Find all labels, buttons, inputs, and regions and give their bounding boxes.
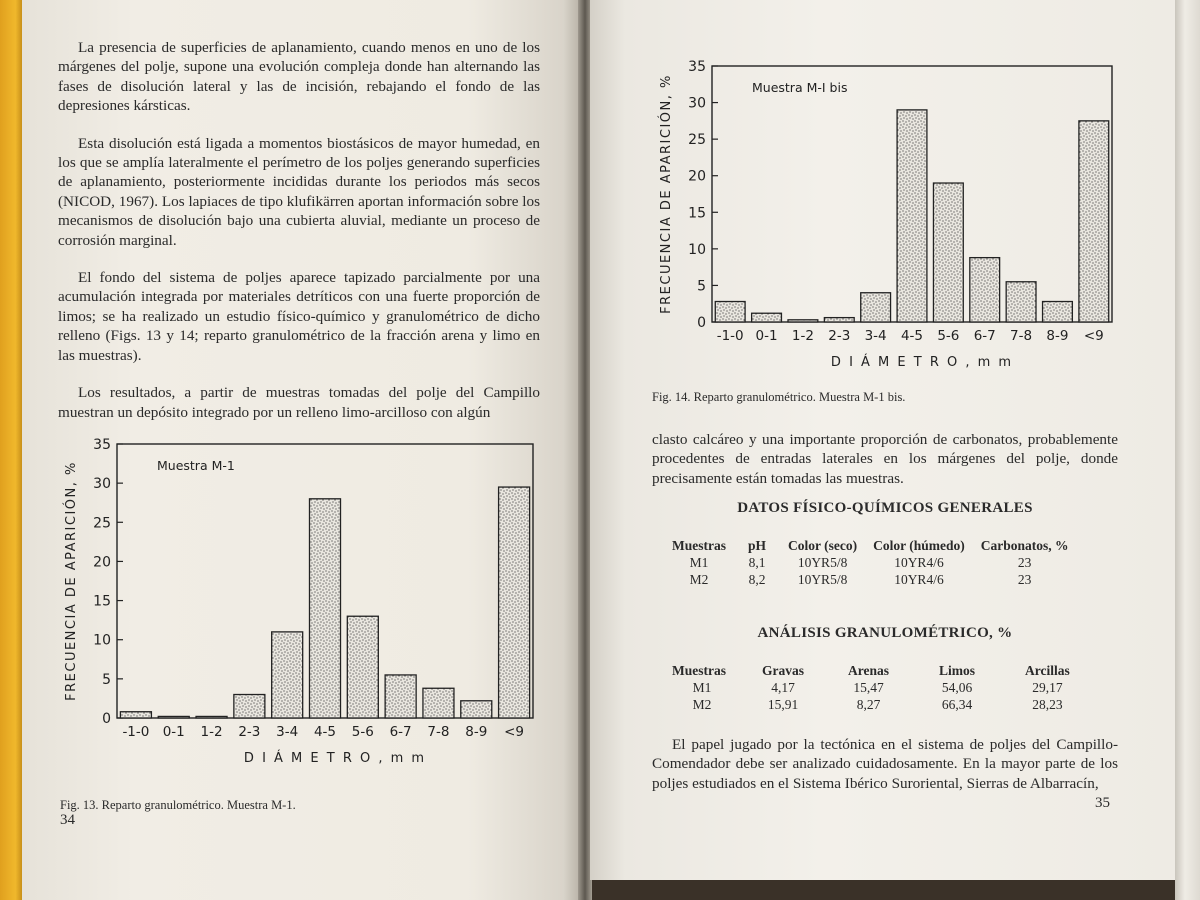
y-tick-label: 15: [688, 205, 706, 222]
bar: [385, 675, 416, 718]
table1-header: Color (húmedo): [873, 538, 965, 553]
x-tick-label: 5-6: [937, 328, 960, 344]
table-cell: 23: [1017, 572, 1032, 587]
table-row: [664, 571, 1077, 588]
bar: [715, 302, 745, 322]
table-cell: 28,23: [1032, 697, 1063, 712]
y-tick-label: 5: [102, 671, 111, 688]
bar: [970, 258, 1000, 322]
x-tick-label: 2-3: [828, 328, 851, 344]
y-tick-label: 35: [688, 59, 706, 75]
x-tick-label: 8-9: [465, 724, 488, 740]
chart-fig13: [55, 432, 545, 777]
x-tick-label: -1-0: [716, 328, 744, 344]
table2-header: Arenas: [848, 663, 890, 678]
table-cell: 10YR4/6: [894, 555, 944, 570]
table-cell: 15,47: [853, 680, 884, 695]
right-text-bottom: [652, 735, 1118, 793]
table2-header: Muestras: [672, 663, 726, 678]
bar: [824, 318, 854, 322]
y-tick-label: 0: [102, 711, 111, 727]
table-cell: 8,1: [748, 555, 766, 570]
bar: [752, 313, 782, 322]
bar: [461, 701, 492, 718]
bar: [196, 716, 227, 718]
bar: [1043, 302, 1073, 322]
y-axis-label: FRECUENCIA DE APARICIÓN, %: [659, 74, 674, 314]
table-row: [664, 554, 1077, 571]
right-paragraph-top: clasto calcáreo y una importante proporción de carbonatos, probablemente procedentes de entradas laterales en los márgenes del polje, donde precisamente están tomadas las muestras.: [652, 431, 1118, 487]
bar: [158, 716, 189, 718]
table2-header: Gravas: [762, 663, 804, 678]
table2-header-row: [664, 663, 1092, 679]
bar: [1006, 282, 1036, 322]
table1-title: DATOS FÍSICO-QUÍMICOS GENERALES: [737, 500, 1033, 516]
table-cell: 10YR5/8: [797, 572, 848, 587]
table1-header: Muestras: [672, 538, 726, 553]
left-text-block: [58, 38, 540, 422]
table-cell: 66,34: [941, 697, 973, 712]
bar: [423, 688, 454, 718]
bar: [788, 320, 818, 322]
book-edge-right: [1175, 0, 1200, 900]
x-axis-label: D I Á M E T R O , m m: [243, 751, 427, 766]
table-row: [664, 696, 1092, 713]
x-tick-label: <9: [504, 724, 525, 740]
y-tick-label: 25: [688, 132, 706, 149]
y-tick-label: 10: [688, 241, 706, 258]
physchem-table: [664, 538, 1077, 588]
x-tick-label: -1-0: [122, 724, 150, 740]
chart-fig14-svg: [650, 48, 1125, 373]
x-tick-label: 7-8: [427, 724, 450, 740]
fig13-caption: Fig. 13. Reparto granulométrico. Muestra M-1.: [60, 798, 296, 812]
y-tick-label: 10: [93, 632, 111, 649]
table2-title: ANÁLISIS GRANULOMÉTRICO, %: [757, 625, 1013, 641]
y-tick-label: 20: [93, 554, 111, 571]
left-paragraph-2: Esta disolución está ligada a momentos biostásicos de mayor humedad, en los que se amplía lateralmente el perímetro de los poljes generando superficies de aplanamiento, posteriormente incididas durante los periodos más secos (NICOD, 1967). Los lapiaces de tipo klufikärren aportan información sobre los mecanismos de disolución bajo una cubierta aluvial, mediante un proceso de corrosión marginal.: [58, 134, 540, 249]
table-cell: 4,17: [771, 680, 795, 695]
x-tick-label: 0-1: [755, 328, 778, 344]
table-cell: 54,06: [941, 680, 973, 695]
x-tick-label: <9: [1083, 328, 1104, 344]
x-tick-label: 5-6: [351, 724, 374, 740]
chart-fig13-svg: [55, 432, 545, 777]
right-text-top: [652, 430, 1118, 488]
bar: [933, 183, 963, 322]
table1-header: Color (seco): [788, 538, 858, 553]
bar: [897, 110, 927, 322]
bar: [861, 293, 891, 322]
x-tick-label: 7-8: [1010, 328, 1033, 344]
table-cell: M1: [689, 555, 709, 570]
x-tick-label: 1-2: [200, 724, 223, 740]
bar: [272, 632, 303, 718]
chart-title: Muestra M-I bis: [752, 80, 848, 95]
table-cell: 10YR4/6: [894, 572, 944, 587]
table-cell: M2: [692, 697, 712, 712]
y-tick-label: 0: [697, 315, 706, 331]
table-cell: M1: [692, 680, 712, 695]
granulometry-table: [664, 663, 1092, 713]
table2-header: Limos: [939, 663, 976, 678]
x-tick-label: 8-9: [1046, 328, 1069, 344]
x-tick-label: 0-1: [162, 724, 185, 740]
x-tick-label: 3-4: [276, 724, 299, 740]
bar: [1079, 121, 1109, 322]
right-paragraph-bottom: El papel jugado por la tectónica en el sistema de poljes del Campillo-Comendador debe ser analizado cuidadosamente. En la mayor parte de los poljes estudiados en el Sistema Ibérico Suroriental, Sierras de Albarracín,: [652, 736, 1118, 792]
table-cell: 23: [1017, 555, 1032, 570]
table-row: [664, 679, 1092, 696]
book-edge-left: [0, 0, 22, 900]
x-tick-label: 6-7: [973, 328, 996, 344]
table1-header: pH: [748, 538, 767, 553]
table-cell: 10YR5/8: [797, 555, 848, 570]
table-cell: 8,2: [748, 572, 766, 587]
y-tick-label: 5: [697, 278, 706, 295]
y-tick-label: 25: [93, 515, 111, 532]
left-paragraph-4: Los resultados, a partir de muestras tomadas del polje del Campillo muestran un depósito integrado por un relleno limo-arcilloso con algún: [58, 384, 540, 421]
y-tick-label: 30: [688, 95, 706, 112]
y-tick-label: 35: [93, 437, 111, 453]
x-tick-label: 2-3: [238, 724, 261, 740]
table2-header: Arcillas: [1025, 663, 1070, 678]
y-tick-label: 30: [93, 476, 111, 493]
y-tick-label: 20: [688, 168, 706, 185]
x-tick-label: 4-5: [900, 328, 924, 344]
table-cell: 8,27: [856, 697, 881, 712]
table-cell: 15,91: [767, 697, 799, 712]
bar: [347, 616, 378, 718]
bar: [120, 712, 151, 718]
y-axis-label: FRECUENCIA DE APARICIÓN, %: [64, 461, 79, 701]
bar: [309, 499, 340, 718]
left-paragraph-1: La presencia de superficies de aplanamiento, cuando menos en uno de los márgenes del polje, supone una evolución compleja donde han alternando las fases de disolución lateral y las de incisión, rebajando el fondo de las depresiones kársticas.: [58, 39, 540, 115]
table-cell: 29,17: [1032, 680, 1063, 695]
chart-fig14: [650, 48, 1125, 373]
table1-header-row: [664, 538, 1077, 554]
chart-title: Muestra M-1: [157, 458, 235, 473]
y-tick-label: 15: [93, 593, 111, 610]
right-page-number: 35: [1095, 795, 1110, 811]
x-axis-label: D I Á M E T R O , m m: [830, 355, 1014, 370]
x-tick-label: 1-2: [791, 328, 814, 344]
bar: [499, 487, 530, 718]
left-paragraph-3: El fondo del sistema de poljes aparece tapizado parcialmente por una acumulación integrada por materiales detríticos con una fuerte proporción de limos; se ha realizado un estudio físico-químico y granulométrico de dicho relleno (Figs. 13 y 14; reparto granulométrico de la fracción arena y limo en las muestras).: [58, 269, 540, 364]
bar: [234, 695, 265, 718]
x-tick-label: 4-5: [313, 724, 337, 740]
fig14-caption: Fig. 14. Reparto granulométrico. Muestra M-1 bis.: [652, 390, 906, 404]
x-tick-label: 3-4: [864, 328, 887, 344]
x-tick-label: 6-7: [389, 724, 412, 740]
table-cell: M2: [689, 572, 709, 587]
table1-header: Carbonatos, %: [980, 538, 1069, 553]
left-page-number: 34: [60, 812, 75, 828]
